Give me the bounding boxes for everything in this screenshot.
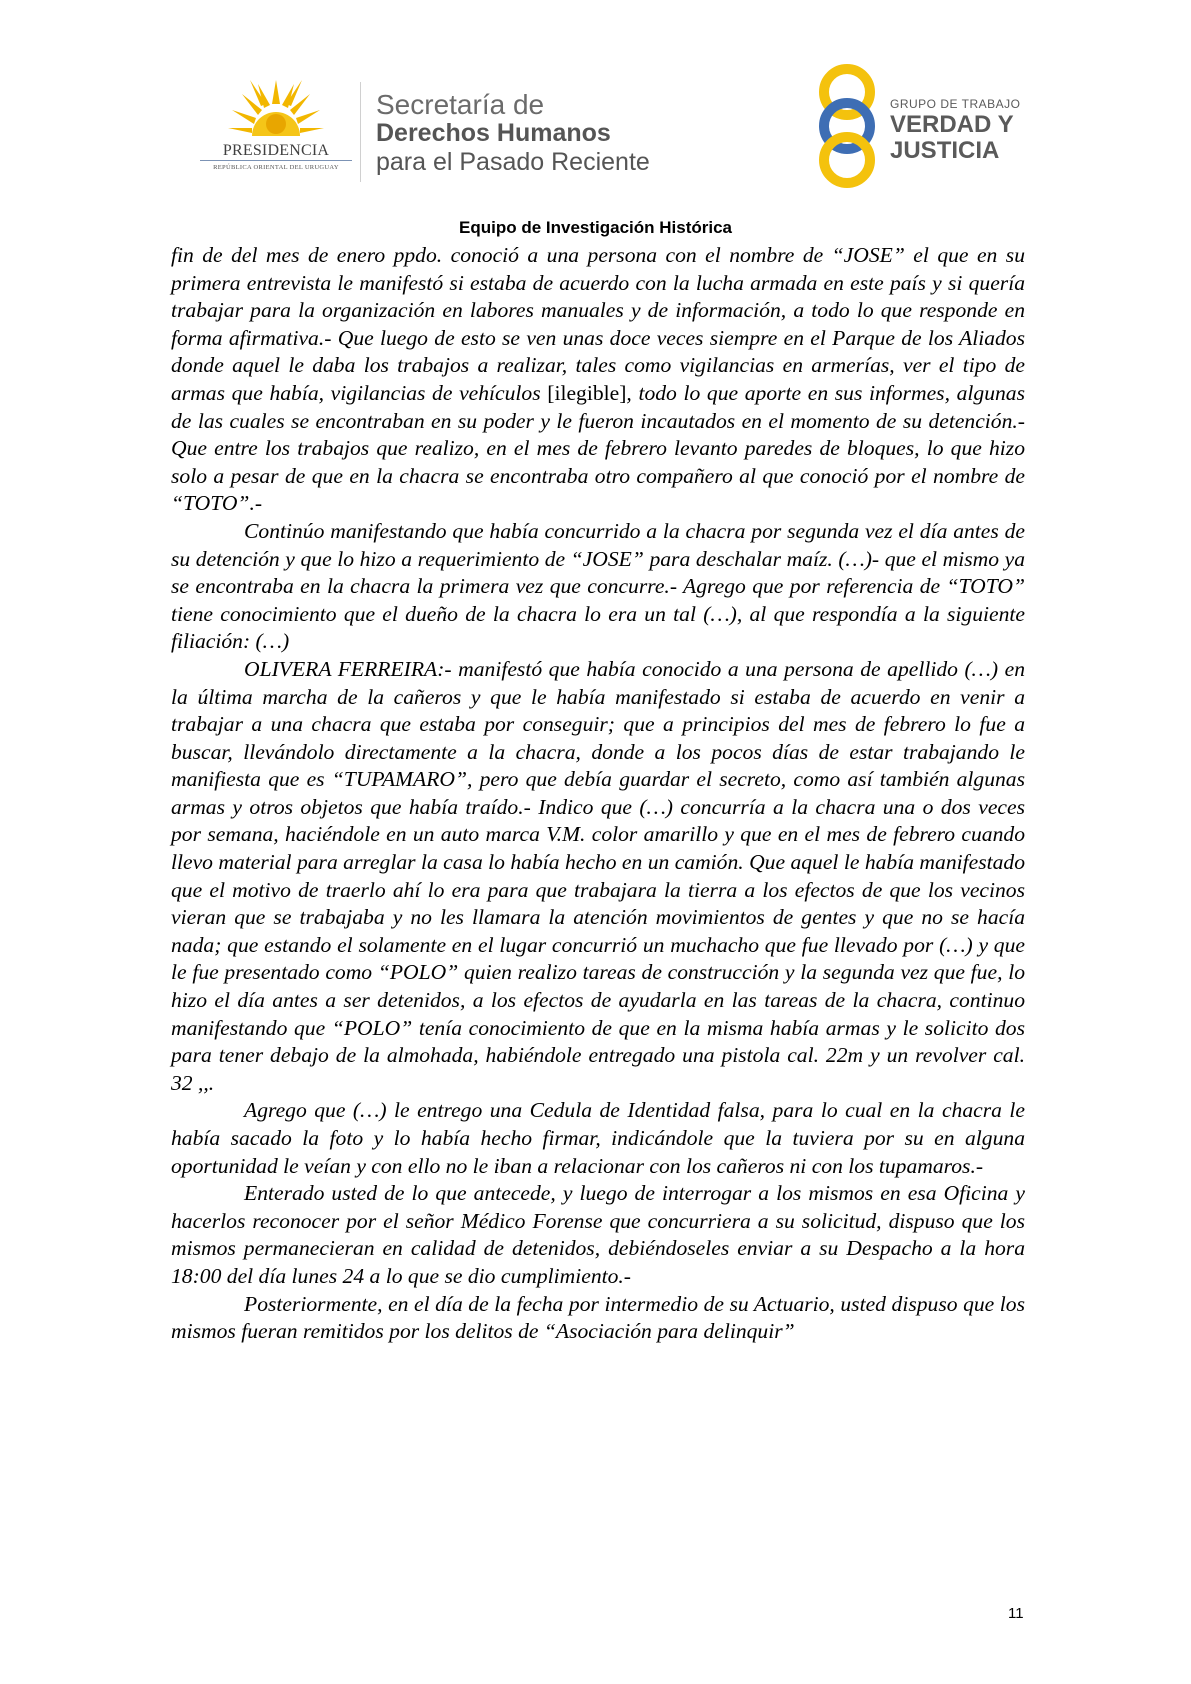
secretaria-line-3: para el Pasado Reciente [376,148,650,176]
paragraph-3: OLIVERA FERREIRA:- manifestó que había conocido a una persona de apellido (…) en la última marcha de la cañeros y que le había manifestado si estaba de acuerdo en venir a trabajar a una chacra que estaba por conseguir; que a principios del mes de febrero lo fue a buscar, llevándolo directamente a la chacra, donde a los pocos días de estar trabajando le manifiesta que es “TUPAMARO”, pero que debía guardar el secreto, como así también algunas armas y otros objetos que había traído.- Indico que (…) concurría a la chacra una o dos veces por semana, haciéndole en un auto marca V.M. color amarillo y que en el mes de febrero cuando llevo material para arreglar la casa lo había hecho en un camión. Que aquel le había manifestado que el motivo de traerlo ahí lo era para que trabajara la tierra a los efectos de que los vecinos vieran que se trabajaba y no les llamara la atención movimientos de gentes y que no se hacía nada; que estando el solamente en el lugar concurrió un muchacho que fue llevado por (…) y que le fue presentado como “POLO” quien realizo tareas de construcción y la segunda vez que fue, lo hizo el día antes a ser detenidos, a los efectos de ayudarla en las tareas de la chacra, continuo manifestando que “POLO” tenía conocimiento de que en la misma había armas y le solicito dos para tener debajo de la almohada, habiéndole entregado una pistola cal. 22m y un revolver cal. 32 ,,. [171,656,1025,1095]
grupo-line-2: VERDAD Y [890,111,1014,138]
paragraph-1 [171,242,1025,518]
secretaria-title [376,90,650,177]
secretaria-line-1: Secretaría de [376,89,545,120]
logo-rule [200,160,352,161]
paragraph-1-part-b: , todo lo que aporte en sus informes, algunas de las cuales se encontraban en su poder y le fueron incautados en el momento de su detención.- Que entre los trabajos que realizo, en el mes de febrero levanto paredes de bloques, lo que hizo solo a pesar de que en la chacra se encontraba otro compañero al que conoció por el nombre de “TOTO”.- [171,380,1025,516]
sun-icon [228,78,324,140]
illegible-marker: [ilegible] [547,380,627,405]
paragraph-1-part-a: fin de del mes de enero ppdo. conoció a una persona con el nombre de “JOSE” el que en su primera entrevista le manifestó si estaba de acuerdo con la lucha armada en este país y si quería trabajar para la organización en labores manuales y de información, a todo lo que responde en forma afirmativa.- Que luego de esto se ven unas doce veces siempre en el Parque de los Aliados donde aquel le daba los trabajos a realizar, tales como vigilancias en armerías, ver el tipo de armas que había, vigilancias de vehículos [171,243,1025,405]
secretaria-line-2: Derechos Humanos [376,119,611,147]
paragraph-2: Continúo manifestando que había concurrido a la chacra por segunda vez el día antes de su detención y que lo hizo a requerimiento de “JOSE” para deschalar maíz. (…)- que el mismo ya se encontraba en la chacra la primera vez que concurre.- Agrego que por referencia de “TOTO” tiene conocimiento que el dueño de la chacra lo era un tal (…), al que respondía a la siguiente filiación: (…) [171,518,1025,654]
grupo-title [890,96,1020,164]
presidencia-subtitle: REPÚBLICA ORIENTAL DEL URUGUAY [213,164,339,171]
paragraph-4: Agrego que (…) le entrego una Cedula de Identidad falsa, para lo cual en la chacra le había sacado la foto y lo había hecho firmar, indicándole que la tuviera por su en alguna oportunidad le veían y con ello no le iban a relacionar con los cañeros ni con los tupamaros.- [171,1098,1025,1178]
team-heading: Equipo de Investigación Histórica [459,218,732,237]
header-divider [360,82,361,182]
rings-icon [812,62,882,190]
grupo-rings-logo [812,62,882,190]
presidencia-logo [196,78,356,184]
paragraph-6: Posteriormente, en el día de la fecha por intermedio de su Actuario, usted dispuso que los mismos fueran remitidos por los delitos de “Asociación para delinquir” [171,1291,1025,1344]
presidencia-name: PRESIDENCIA [222,142,330,159]
document-body [171,242,1025,1346]
grupo-line-3: JUSTICIA [890,137,1000,164]
page-header [0,0,1191,237]
paragraph-5: Enterado usted de lo que antecede, y luego de interrogar a los mismos en esa Oficina y hacerlos reconocer por el señor Médico Forense que concurriera a su solicitud, dispuso que los mismos permanecieran en calidad de detenidos, debiéndoseles enviar a su Despacho a la hora 18:00 del día lunes 24 a lo que se dio cumplimiento.- [171,1181,1025,1288]
grupo-line-1: GRUPO DE TRABAJO [890,97,1021,111]
page-number: 11 [1008,1605,1024,1622]
